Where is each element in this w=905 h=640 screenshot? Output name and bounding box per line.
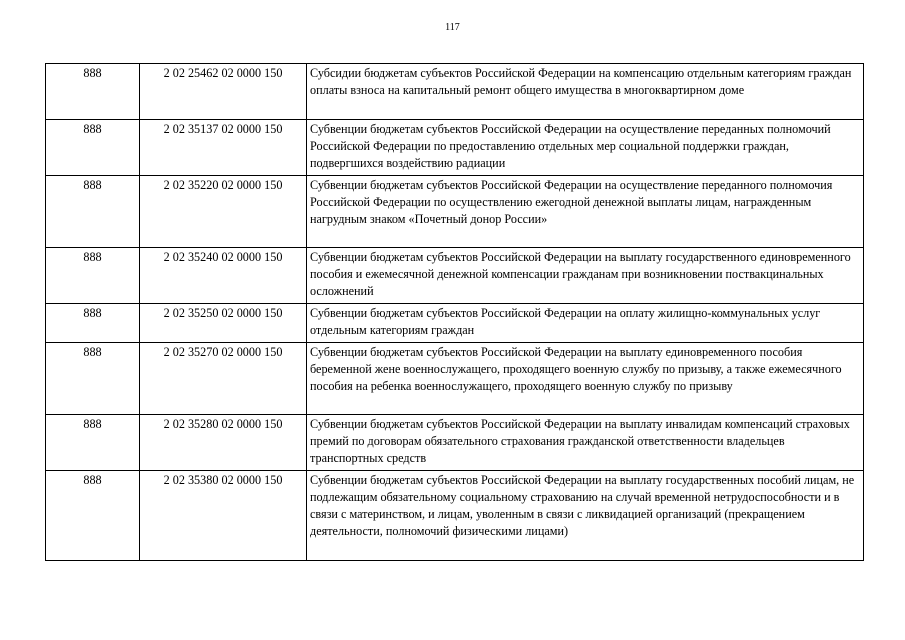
table-row <box>46 176 864 248</box>
revenue-name-cell: Субвенции бюджетам субъектов Российской Федерации на осуществление переданных полномочий Российской Федерации по предоставлению отдельных мер социальной поддержки граждан, подвергшихся воздействию радиации <box>307 120 864 176</box>
budget-code-cell: 2 02 35280 02 0000 150 <box>140 415 307 471</box>
page-number: 117 <box>445 22 460 33</box>
table-row <box>46 343 864 415</box>
budget-revenue-table <box>45 63 864 561</box>
budget-code-cell: 2 02 35137 02 0000 150 <box>140 120 307 176</box>
revenue-name-cell: Субсидии бюджетам субъектов Российской Федерации на компенсацию отдельным категориям граждан оплаты взноса на капитальный ремонт общего имущества в многоквартирном доме <box>307 64 864 120</box>
revenue-name-cell: Субвенции бюджетам субъектов Российской Федерации на оплату жилищно-коммунальных услуг отдельным категориям граждан <box>307 304 864 343</box>
admin-code-cell: 888 <box>46 304 140 343</box>
table-row <box>46 415 864 471</box>
admin-code-cell: 888 <box>46 343 140 415</box>
revenue-name-cell: Субвенции бюджетам субъектов Российской Федерации на выплату государственных пособий лицам, не подлежащим обязательному социальному страхованию на случай временной нетрудоспособности и в связи с материнством, и лицам, уволенным в связи с ликвидацией организаций (прекращением деятельности, полномочий физическими лицами) <box>307 471 864 561</box>
revenue-name-cell: Субвенции бюджетам субъектов Российской Федерации на осуществление переданного полномочия Российской Федерации по осуществлению ежегодной денежной выплаты лицам, награжденным нагрудным знаком «Почетный донор России» <box>307 176 864 248</box>
revenue-name-cell: Субвенции бюджетам субъектов Российской Федерации на выплату единовременного пособия беременной жене военнослужащего, проходящего военную службу по призыву, а также ежемесячного пособия на ребенка военнослужащего, проходящего военную службу по призыву <box>307 343 864 415</box>
admin-code-cell: 888 <box>46 415 140 471</box>
admin-code-cell: 888 <box>46 64 140 120</box>
table-row <box>46 471 864 561</box>
budget-code-cell: 2 02 35270 02 0000 150 <box>140 343 307 415</box>
table-row <box>46 64 864 120</box>
admin-code-cell: 888 <box>46 471 140 561</box>
revenue-name-cell: Субвенции бюджетам субъектов Российской Федерации на выплату государственного единовременного пособия и ежемесячной денежной компенсации гражданам при возникновении поствакцинальных осложнений <box>307 248 864 304</box>
budget-code-cell: 2 02 35250 02 0000 150 <box>140 304 307 343</box>
table-row <box>46 248 864 304</box>
admin-code-cell: 888 <box>46 248 140 304</box>
table-row <box>46 304 864 343</box>
budget-code-cell: 2 02 25462 02 0000 150 <box>140 64 307 120</box>
budget-code-cell: 2 02 35220 02 0000 150 <box>140 176 307 248</box>
admin-code-cell: 888 <box>46 176 140 248</box>
table-row <box>46 120 864 176</box>
admin-code-cell: 888 <box>46 120 140 176</box>
revenue-name-cell: Субвенции бюджетам субъектов Российской Федерации на выплату инвалидам компенсаций страховых премий по договорам обязательного страхования гражданской ответственности владельцев транспортных средств <box>307 415 864 471</box>
budget-code-cell: 2 02 35380 02 0000 150 <box>140 471 307 561</box>
budget-code-cell: 2 02 35240 02 0000 150 <box>140 248 307 304</box>
